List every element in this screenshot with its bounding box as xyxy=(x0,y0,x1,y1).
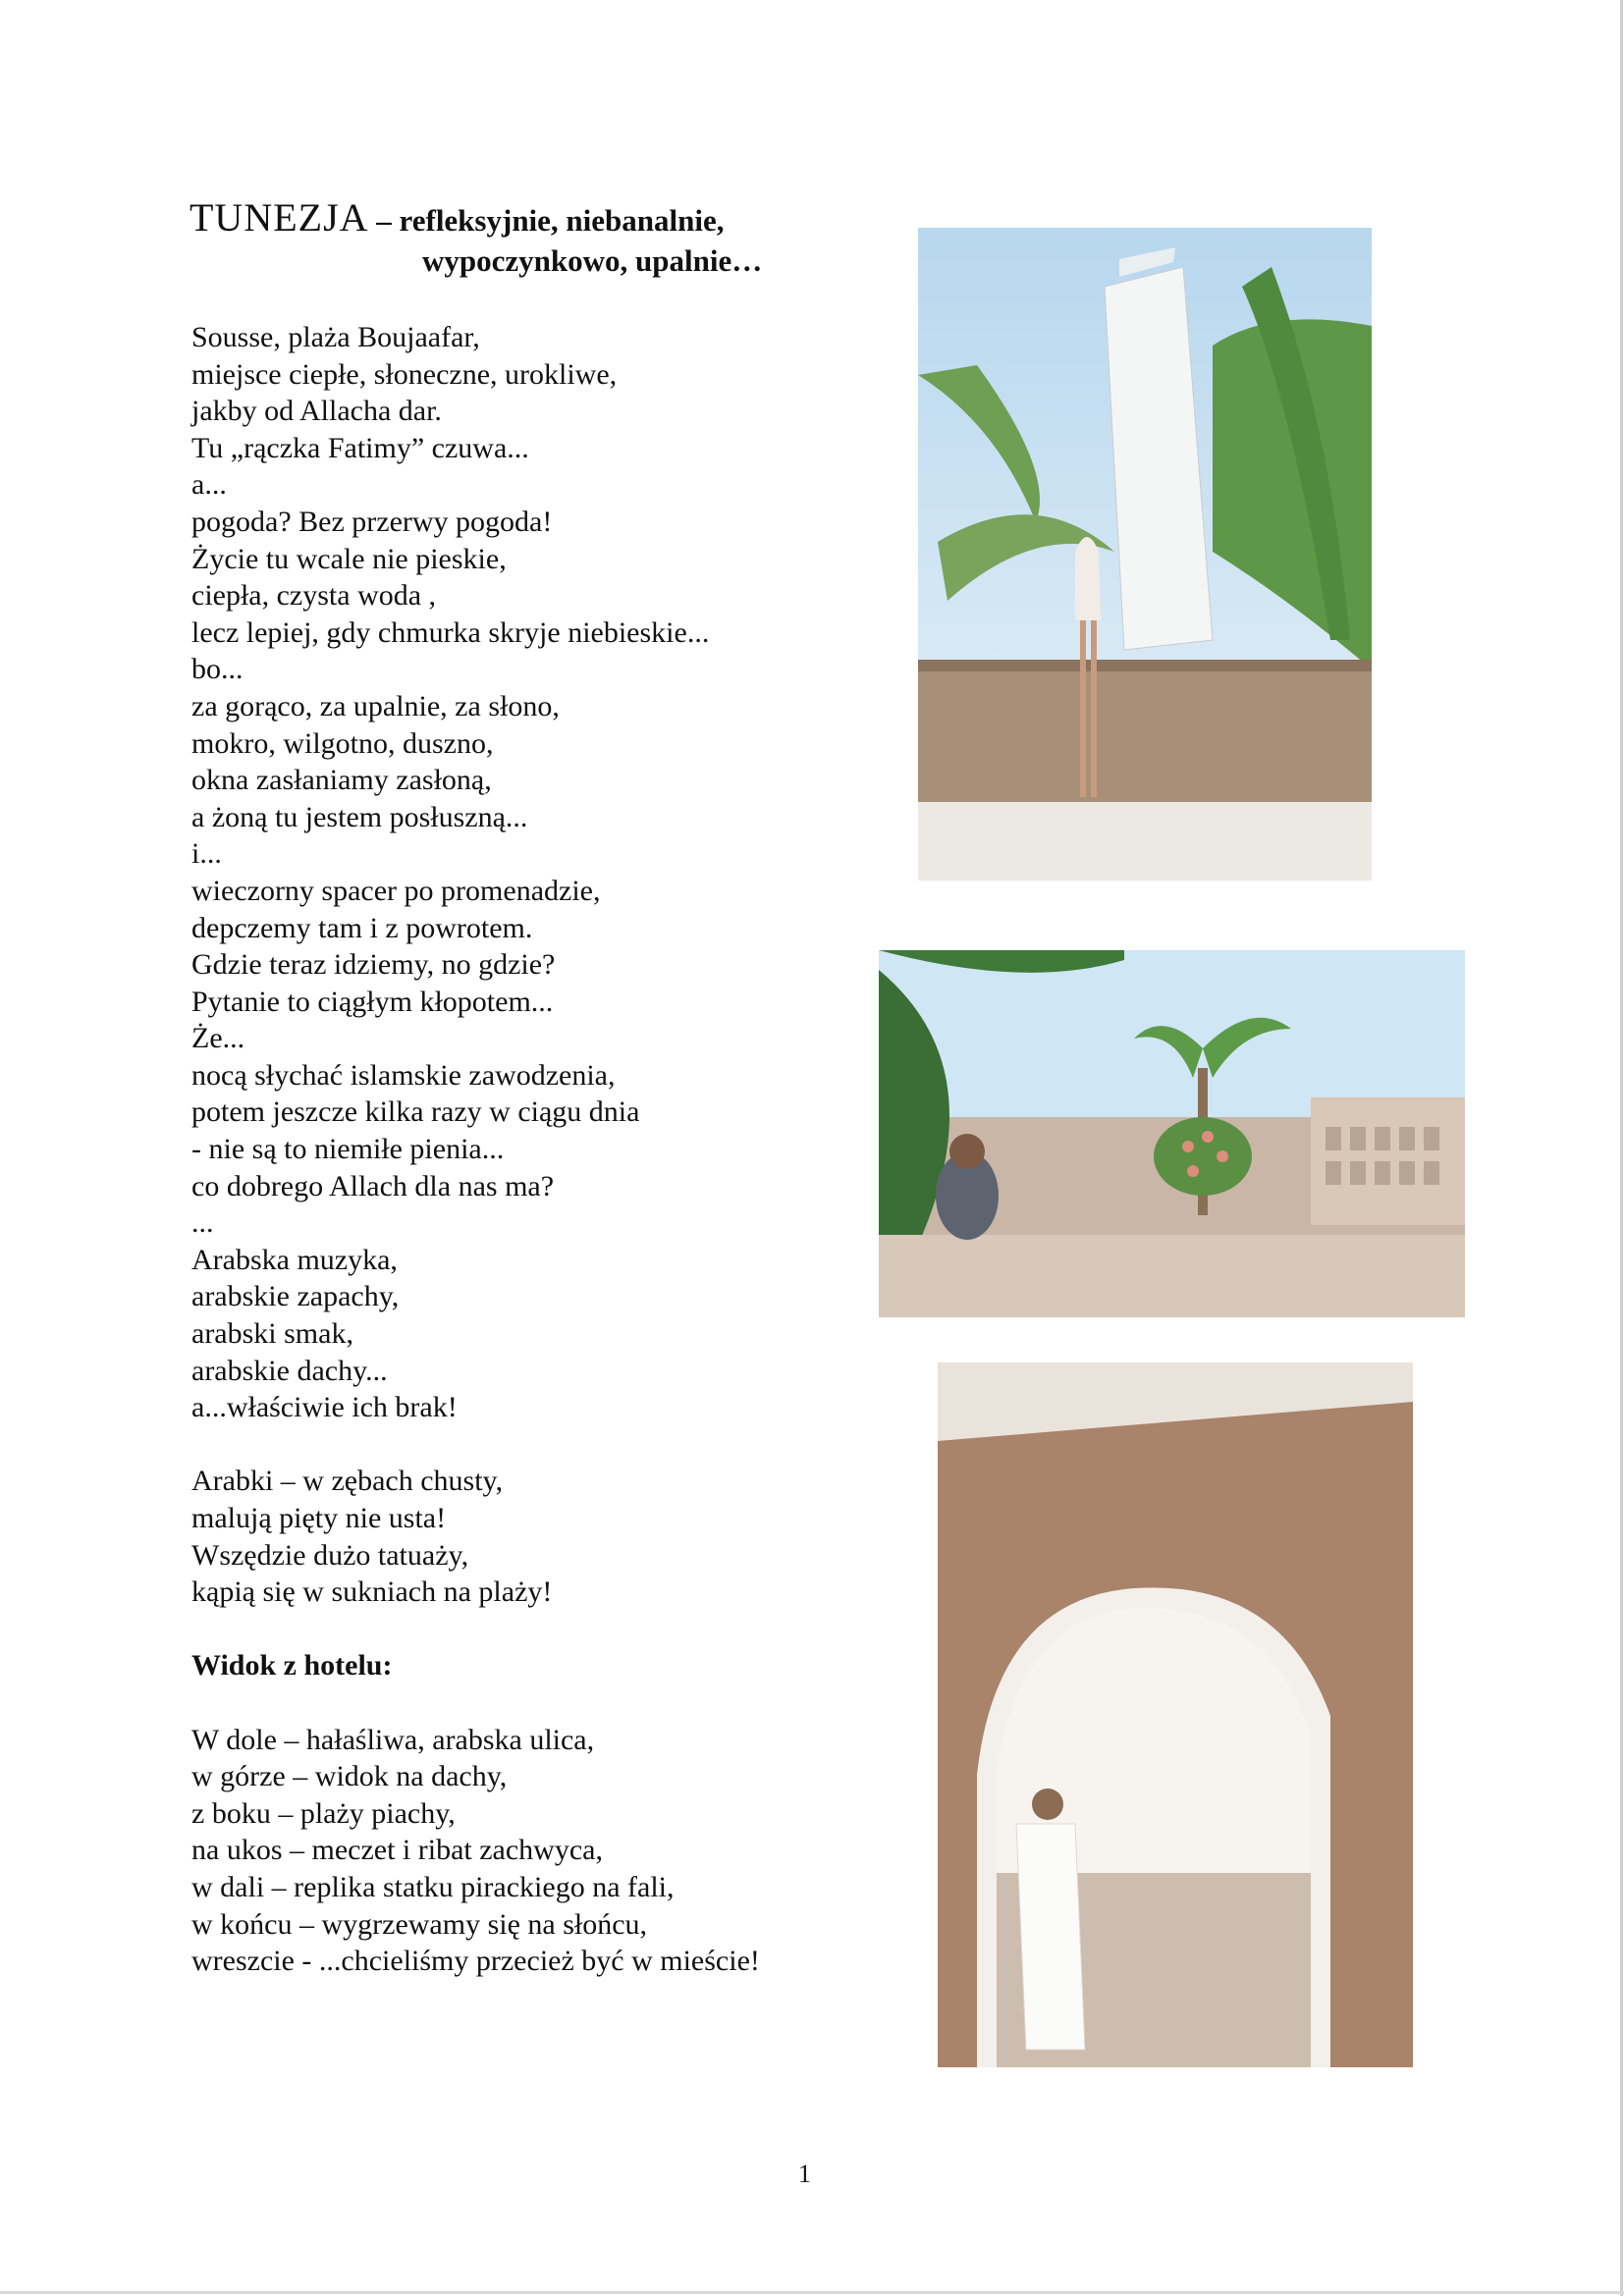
poem-line: ... xyxy=(191,1206,214,1240)
poem-line: arabskie zapachy, xyxy=(191,1280,400,1313)
poem-line: arabskie dachy... xyxy=(191,1354,388,1387)
poem-line: W dole – hałaśliwa, arabska ulica, xyxy=(191,1723,595,1756)
poem-line: Arabki – w zębach chusty, xyxy=(191,1465,504,1498)
stanza-gap xyxy=(191,1426,879,1464)
poem-line: ciepła, czysta woda , xyxy=(191,579,437,613)
poem-line: Sousse, plaża Boujaafar, xyxy=(191,321,480,353)
poem-line: wieczorny spacer po promenadzie, xyxy=(191,874,601,907)
poem-line: Arabska muzyka, xyxy=(191,1243,398,1276)
poem-line: Gdzie teraz idziemy, no gdzie? xyxy=(191,948,556,982)
poem-line: nocą słychać islamskie zawodzenia, xyxy=(191,1058,616,1092)
poem-line: i... xyxy=(191,837,222,871)
photo-stone-arch xyxy=(938,1362,1413,2067)
stanza-gap xyxy=(191,1611,879,1648)
poem-line: wreszcie - ...chcieliśmy przecież być w mieście! xyxy=(191,1945,760,1978)
poem-line: jakby od Allacha dar. xyxy=(191,395,442,428)
title-subtitle: refleksyjnie, niebanalnie, xyxy=(399,203,725,238)
poem xyxy=(191,319,879,1980)
poem-stanza xyxy=(191,1722,879,1980)
poem-line: Pytanie to ciągłym kłopotem... xyxy=(191,985,554,1018)
section-heading: Widok z hotelu: xyxy=(191,1649,393,1682)
poem-line: z boku – plaży piachy, xyxy=(191,1796,456,1830)
poem-line: depczemy tam i z powrotem. xyxy=(191,911,533,944)
poem-line: w górze – widok na dachy, xyxy=(191,1760,508,1793)
photo-palms-building xyxy=(879,950,1465,1317)
page-edge xyxy=(0,2291,1624,2294)
poem-line: potem jeszcze kilka razy w ciągu dnia xyxy=(191,1095,640,1129)
poem-line: za gorąco, za upalnie, za słono, xyxy=(191,689,560,722)
poem-line: malują pięty nie usta! xyxy=(191,1502,447,1534)
poem-line: w dali – replika statku pirackiego na fali, xyxy=(191,1870,675,1903)
poem-line: na ukos – meczet i ribat zachwyca, xyxy=(191,1834,603,1867)
title-separator: – xyxy=(368,203,400,238)
page-title xyxy=(189,194,725,240)
poem-line: miejsce ciepłe, słoneczne, urokliwe, xyxy=(191,357,618,391)
poem-line: Wszędzie dużo tatuaży, xyxy=(191,1538,469,1572)
poem-line: - nie są to niemiłe pienia... xyxy=(191,1133,505,1166)
poem-line: lecz lepiej, gdy chmurka skryje niebieskie... xyxy=(191,615,710,649)
title-subtitle-continued: wypoczynkowo, upalnie… xyxy=(422,243,763,278)
poem-line: okna zasłaniamy zasłoną, xyxy=(191,764,492,797)
poem-line: mokro, wilgotno, duszno, xyxy=(191,726,494,760)
page-edge xyxy=(1620,0,1623,2296)
photo-minaret-palms xyxy=(918,228,1372,881)
poem-line: pogoda? Bez przerwy pogoda! xyxy=(191,505,553,538)
page-number: 1 xyxy=(798,2160,811,2188)
poem-line: a... xyxy=(191,468,227,502)
stanza-gap xyxy=(191,1684,879,1722)
poem-line: a żoną tu jestem posłuszną... xyxy=(191,800,528,833)
poem-line: w końcu – wygrzewamy się na słońcu, xyxy=(191,1907,648,1941)
poem-line: Życie tu wcale nie pieskie, xyxy=(191,542,507,575)
poem-line: bo... xyxy=(191,653,244,686)
poem-line: kąpią się w sukniach na plaży! xyxy=(191,1575,553,1609)
title-main: TUNEZJA xyxy=(189,195,369,240)
poem-stanza xyxy=(191,319,879,1426)
poem-line: Że... xyxy=(191,1022,245,1055)
poem-line: co dobrego Allach dla nas ma? xyxy=(191,1169,555,1202)
poem-line: arabski smak, xyxy=(191,1317,353,1351)
poem-stanza xyxy=(191,1463,879,1610)
poem-line: a...właściwie ich brak! xyxy=(191,1391,458,1424)
poem-line: Tu „rączka Fatimy” czuwa... xyxy=(191,431,529,464)
